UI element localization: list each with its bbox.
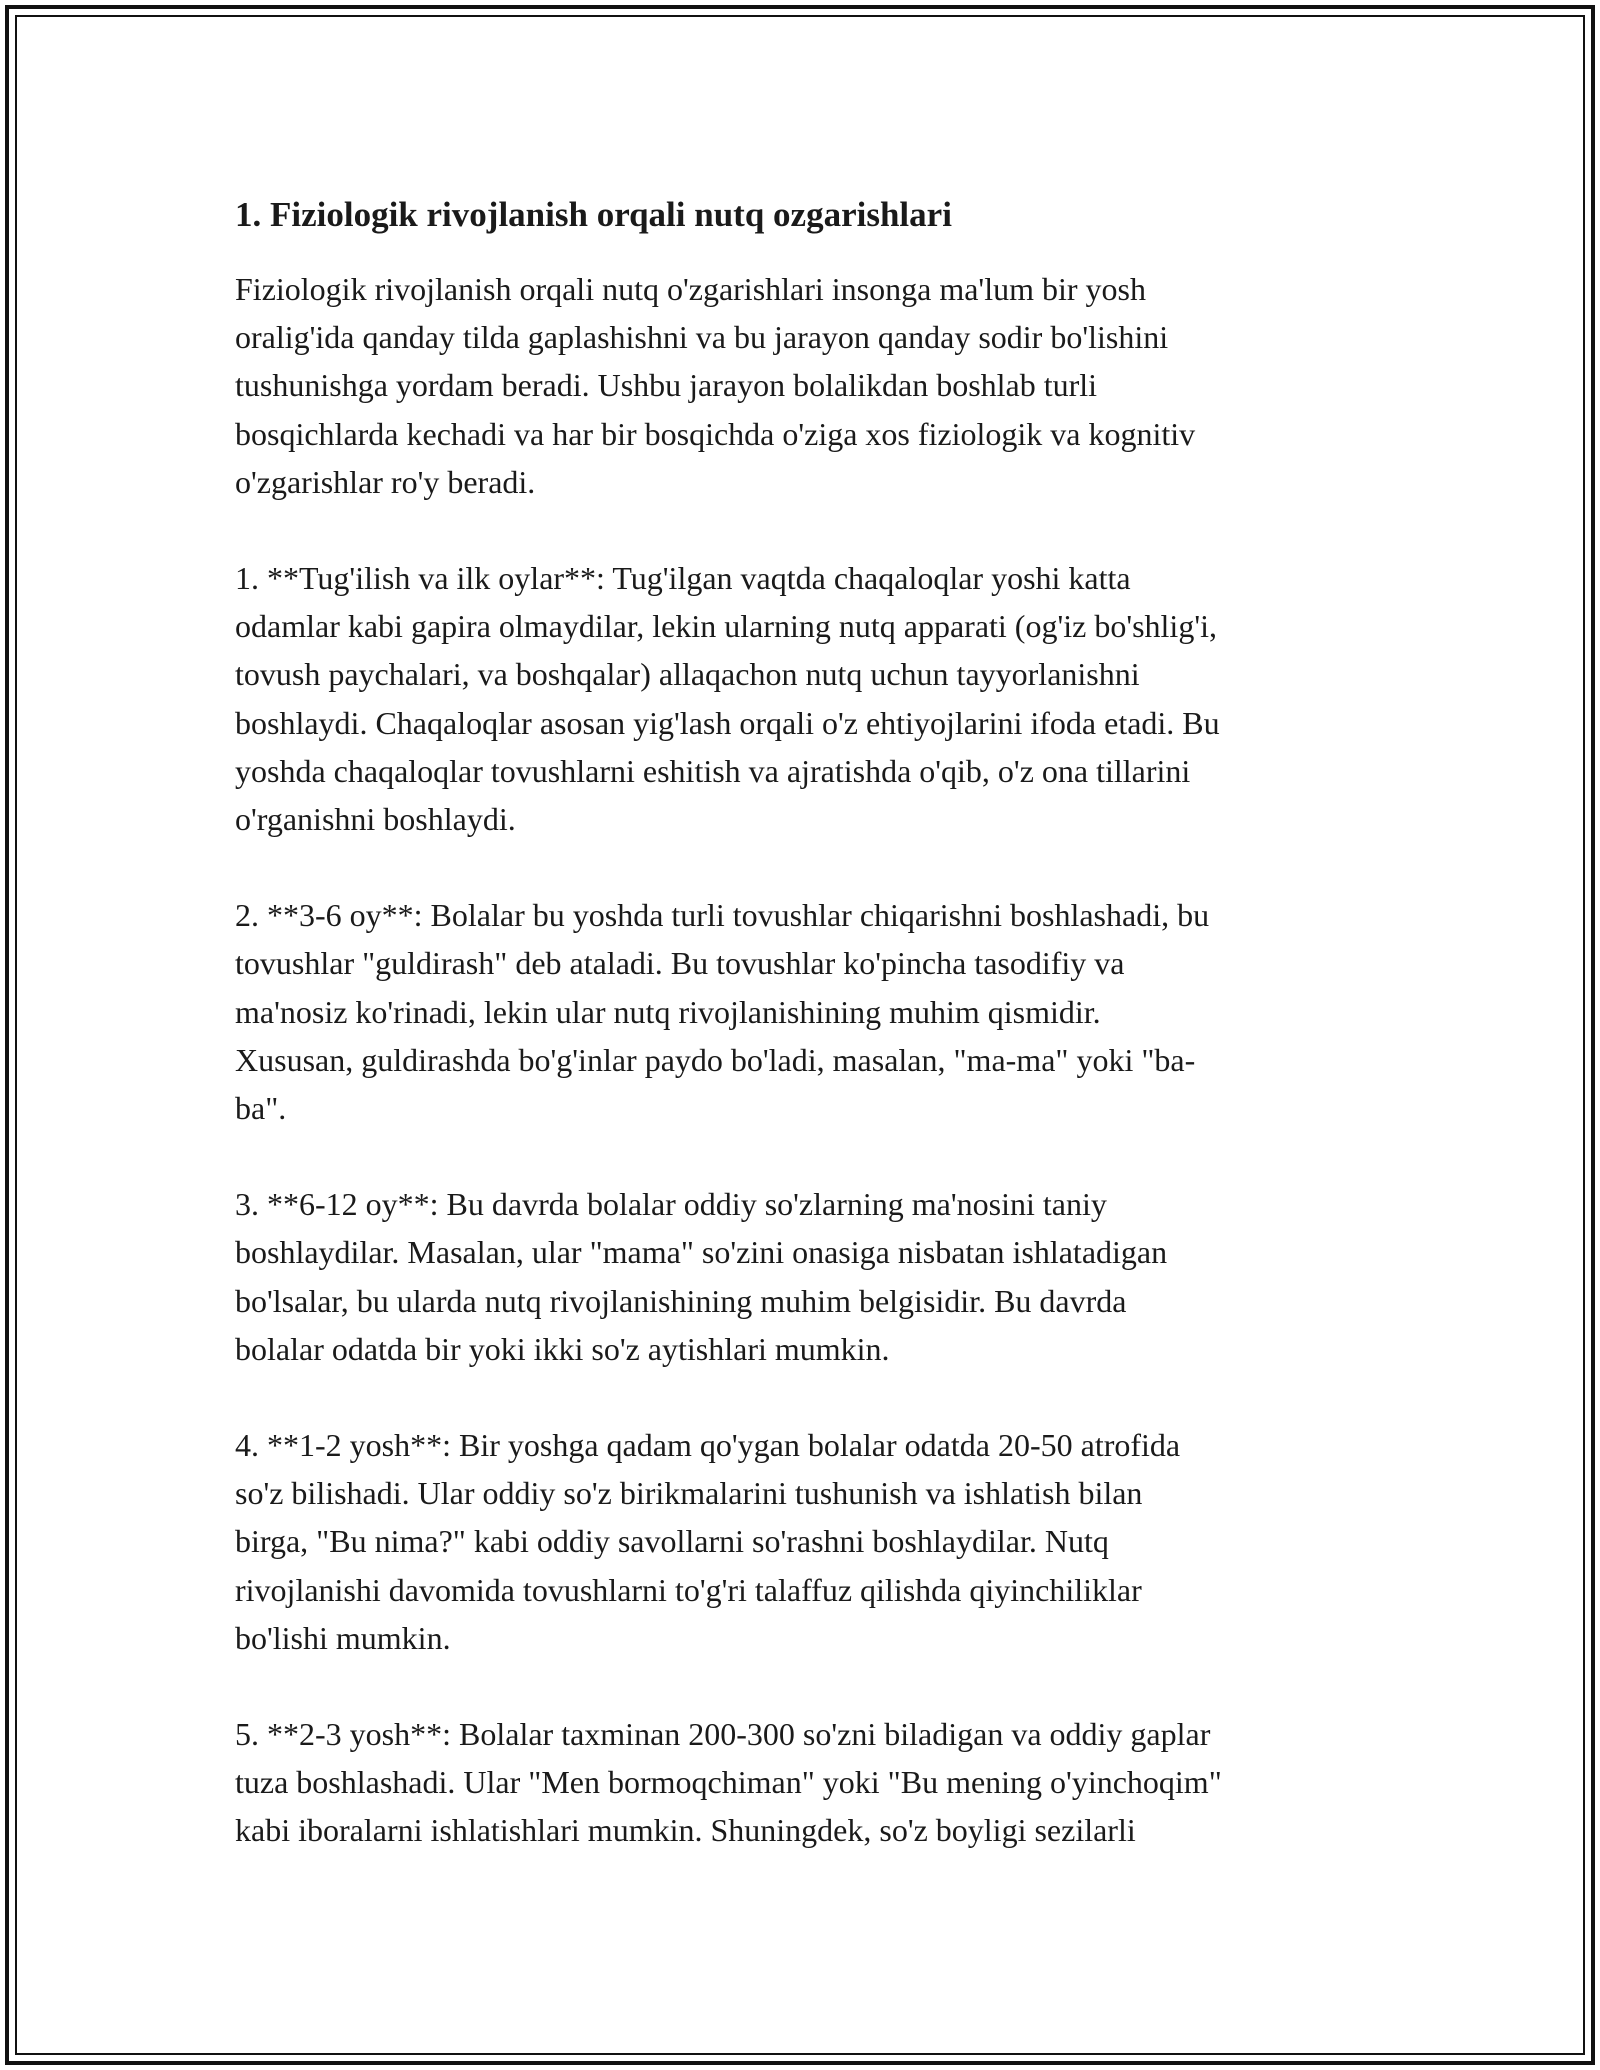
stage-paragraph-6-12-months: 3. **6-12 oy**: Bu davrda bolalar oddiy so'zlarning ma'nosini taniy boshlaydilar. Masalan, ular "mama" so'zini onasiga nisbatan ishlatadigan bo'lsalar, bu ularda nutq rivojlanishining muhim belgisidir. Bu davrda bolalar odatda bir yoki ikki so'z aytishlari mumkin. bbox=[235, 1186, 1168, 1367]
document-body bbox=[235, 192, 1365, 1855]
stage-paragraph-1-2-years: 4. **1-2 yosh**: Bir yoshga qadam qo'ygan bolalar odatda 20-50 atrofida so'z bilishadi. Ular oddiy so'z birikmalarini tushunish va ishlatish bilan birga, "Bu nima?" kabi oddiy savollarni so'rashni boshlaydilar. Nutq rivojlanishi davomida tovushlarni to'g'ri talaffuz qilishda qiyinchiliklar bo'lishi mumkin. bbox=[235, 1427, 1181, 1656]
intro-paragraph: Fiziologik rivojlanish orqali nutq o'zgarishlari insonga ma'lum bir yosh oralig'ida qanday tilda gaplashishni va bu jarayon qanday sodir bo'lishini tushunishga yordam beradi. Ushbu jarayon bolalikdan boshlab turli bosqichlarda kechadi va har bir bosqichda o'ziga xos fiziologik va kognitiv o'zgarishlar ro'y beradi. bbox=[235, 271, 1196, 500]
section-heading: 1. Fiziologik rivojlanish orqali nutq ozgarishlari bbox=[235, 195, 952, 234]
stage-paragraph-2-3-years: 5. **2-3 yosh**: Bolalar taxminan 200-300 so'zni biladigan va oddiy gaplar tuza boshlashadi. Ular "Men bormoqchiman" yoki "Bu mening o'yinchoqim" kabi iboralarni ishlatishlari mumkin. Shuningdek, so'z boyligi sezilarli bbox=[235, 1716, 1222, 1849]
stage-paragraph-3-6-months: 2. **3-6 oy**: Bolalar bu yoshda turli tovushlar chiqarishni boshlashadi, bu tovushlar "guldirash" deb ataladi. Bu tovushlar ko'pincha tasodifiy va ma'nosiz ko'rinadi, lekin ular nutq rivojlanishining muhim qismidir. Xususan, guldirashda bo'g'inlar paydo bo'ladi, masalan, "ma-ma" yoki "ba- ba". bbox=[235, 897, 1210, 1127]
stage-paragraph-birth: 1. **Tug'ilish va ilk oylar**: Tug'ilgan vaqtda chaqaloqlar yoshi katta odamlar kabi gapira olmaydilar, lekin ularning nutq apparati (og'iz bo'shlig'i, tovush paychalari, va boshqalar) allaqachon nutq uchun tayyorlanishni boshlaydi. Chaqaloqlar asosan yig'lash orqali o'z ehtiyojlarini ifoda etadi. Bu yoshda chaqaloqlar tovushlarni eshitish va ajratishda o'qib, o'z ona tillarini o'rganishni boshlaydi. bbox=[235, 560, 1220, 838]
